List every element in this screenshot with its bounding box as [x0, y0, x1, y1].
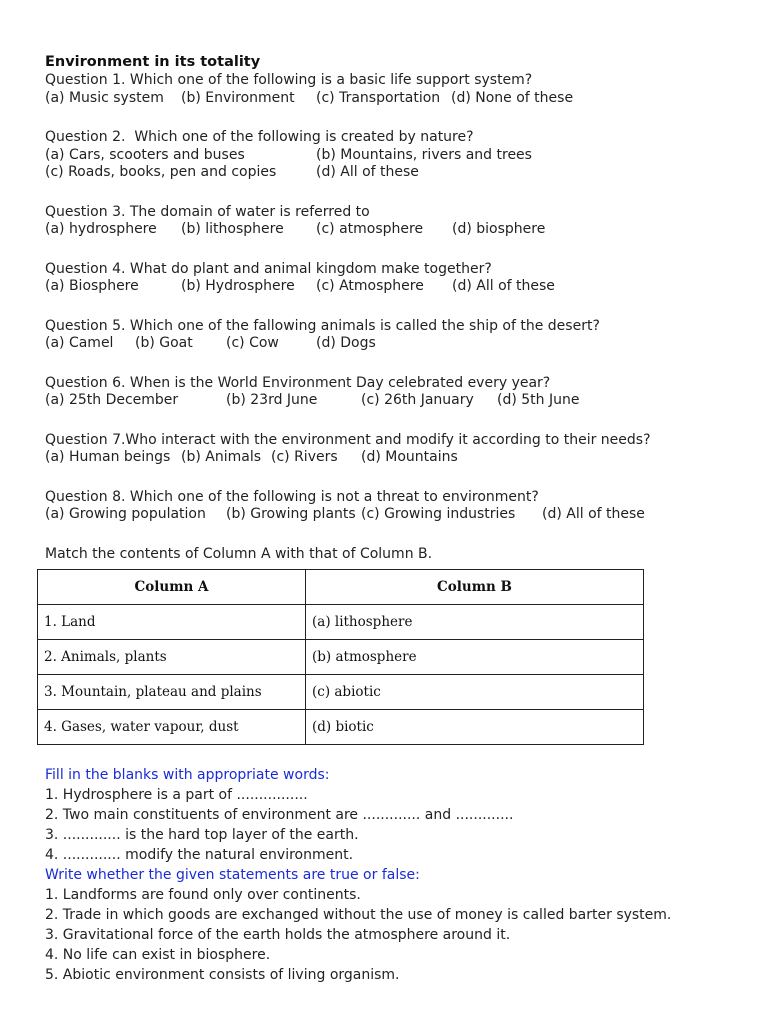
question-1 — [45, 72, 745, 107]
worksheet — [45, 53, 745, 563]
option-d: (d) biosphere — [452, 221, 546, 237]
table-row — [38, 675, 644, 710]
list-item: 4. No life can exist in biosphere. — [45, 947, 271, 963]
option-c: (c) Atmosphere — [316, 278, 424, 294]
option-c: (c) 26th January — [361, 392, 474, 408]
question-3 — [45, 204, 745, 239]
options-row — [45, 164, 745, 182]
option-b: (b) Mountains, rivers and trees — [316, 146, 532, 163]
list-item: 3. ............. is the hard top layer of the earth. — [45, 827, 359, 843]
option-c: (c) Transportation — [316, 89, 441, 106]
table-row — [38, 640, 644, 675]
table-header-row — [38, 570, 644, 605]
options-row — [45, 278, 745, 296]
column-a-cell: 3. Mountain, plateau and plains — [38, 675, 306, 710]
option-a: (a) hydrosphere — [45, 221, 157, 237]
option-a: (a) 25th December — [45, 392, 179, 408]
option-b: (b) Hydrosphere — [181, 278, 295, 294]
option-a: (a) Cars, scooters and buses — [45, 146, 245, 163]
option-a: (a) Music system — [45, 89, 164, 106]
list-item: 3. Gravitational force of the earth holds the atmosphere around it. — [45, 927, 511, 943]
option-a: (a) Human beings — [45, 449, 171, 465]
list-item: 1. Hydrosphere is a part of ................ — [45, 787, 308, 803]
question-text: Question 2. Which one of the following is created by nature? — [45, 129, 474, 145]
list-item: 5. Abiotic environment consists of living organism. — [45, 967, 400, 983]
option-d: (d) All of these — [452, 278, 555, 294]
column-a-cell: 4. Gases, water vapour, dust — [38, 710, 306, 745]
question-2 — [45, 129, 745, 182]
table-row — [38, 710, 644, 745]
option-c: (c) Roads, books, pen and copies — [45, 164, 277, 180]
list-item: 2. Trade in which goods are exchanged without the use of money is called barter system. — [45, 907, 672, 923]
question-text: Question 1. Which one of the following is a basic life support system? — [45, 72, 533, 88]
options-row — [45, 392, 745, 410]
question-6 — [45, 375, 745, 410]
option-b: (b) 23rd June — [226, 392, 318, 408]
option-a: (a) Growing population — [45, 506, 206, 522]
option-d: (d) 5th June — [497, 392, 580, 408]
question-5 — [45, 318, 745, 353]
column-a-cell: 1. Land — [38, 605, 306, 640]
column-b-cell: (a) lithosphere — [306, 605, 644, 640]
column-b-cell: (c) abiotic — [306, 675, 644, 710]
question-text: Question 7.Who interact with the environment and modify it according to their needs? — [45, 431, 651, 448]
options-row — [45, 335, 745, 353]
options-row — [45, 147, 745, 165]
table-row — [38, 605, 644, 640]
option-d: (d) All of these — [316, 164, 419, 180]
column-b-cell: (b) atmosphere — [306, 640, 644, 675]
worksheet-title: Environment in its totality — [45, 54, 261, 70]
option-a: (a) Biosphere — [45, 278, 139, 294]
options-row — [45, 506, 745, 524]
list-item: 4. ............. modify the natural environment. — [45, 847, 354, 863]
option-c: (c) atmosphere — [316, 221, 424, 237]
option-a: (a) Camel — [45, 335, 114, 351]
option-c: (c) Cow — [226, 335, 279, 351]
exercises-section — [45, 765, 745, 985]
option-b: (b) lithosphere — [181, 221, 284, 237]
option-b: (b) Growing plants — [226, 506, 356, 522]
question-text: Question 4. What do plant and animal kingdom make together? — [45, 260, 492, 277]
options-row — [45, 90, 745, 108]
option-d: (d) Dogs — [316, 335, 376, 351]
column-a-cell: 2. Animals, plants — [38, 640, 306, 675]
option-d: (d) All of these — [542, 506, 645, 522]
option-b: (b) Goat — [135, 335, 193, 351]
column-a-header: Column A — [38, 570, 306, 605]
option-b: (b) Animals — [181, 449, 262, 465]
option-c: (c) Growing industries — [361, 506, 516, 522]
options-row — [45, 221, 745, 239]
column-b-header: Column B — [306, 570, 644, 605]
option-d: (d) None of these — [451, 89, 574, 106]
options-row — [45, 449, 745, 467]
option-c: (c) Rivers — [271, 449, 338, 465]
option-b: (b) Environment — [181, 89, 295, 106]
list-item: 1. Landforms are found only over continents. — [45, 887, 361, 903]
question-4 — [45, 261, 745, 296]
option-d: (d) Mountains — [361, 449, 458, 465]
question-8 — [45, 489, 745, 524]
match-table — [37, 569, 644, 745]
column-b-cell: (d) biotic — [306, 710, 644, 745]
true-false-heading: Write whether the given statements are true or false: — [45, 867, 420, 883]
fill-blanks-heading: Fill in the blanks with appropriate words: — [45, 767, 330, 783]
question-text: Question 8. Which one of the following is not a threat to environment? — [45, 488, 539, 505]
question-text: Question 3. The domain of water is referred to — [45, 203, 370, 220]
question-text: Question 6. When is the World Environment Day celebrated every year? — [45, 374, 551, 391]
question-text: Question 5. Which one of the fallowing animals is called the ship of the desert? — [45, 317, 600, 334]
match-instructions: Match the contents of Column A with that of Column B. — [45, 545, 433, 562]
question-7 — [45, 432, 745, 467]
list-item: 2. Two main constituents of environment are ............. and ............. — [45, 807, 514, 823]
